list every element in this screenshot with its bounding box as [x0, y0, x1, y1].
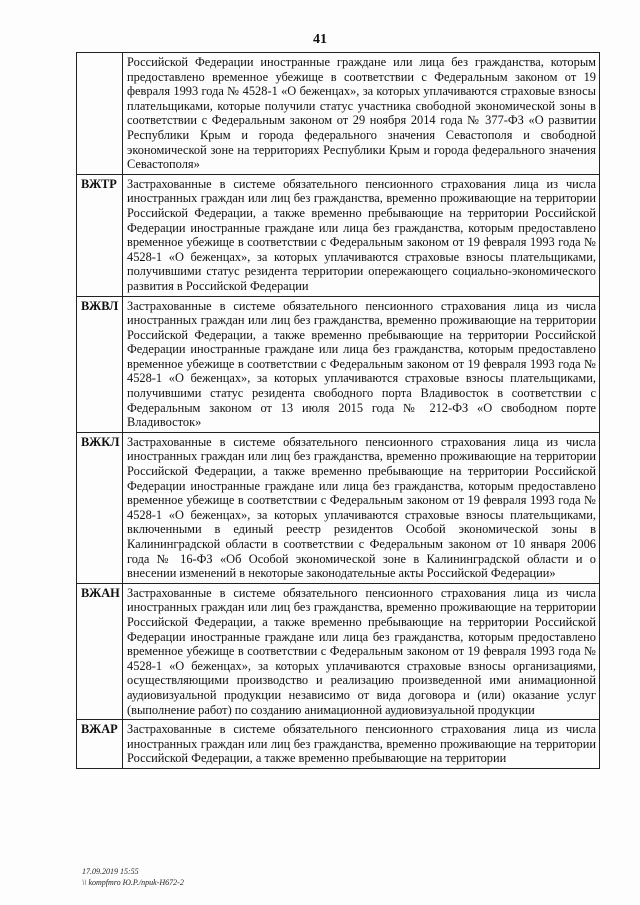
table-row — [77, 432, 600, 583]
row-code: ВЖАР — [77, 720, 123, 769]
row-code: ВЖКЛ — [77, 432, 123, 583]
table-row — [77, 174, 600, 296]
footer-timestamp: 17.09.2019 15:55 — [82, 867, 139, 876]
row-code: ВЖАН — [77, 583, 123, 719]
page-number: 41 — [313, 32, 327, 47]
codes-table — [76, 52, 600, 769]
row-description: Застрахованные в системе обязательного пенсионного страхования лица из числа иностранных граждан или лиц без гражданства, временно проживающие на территории Российской Федерации, а также временно пребывающие на территории Российской Федерации иностранные граждане или лица без гражданства, которым предоставлено временное убежище в соответствии с Федеральным законом от 19 февраля 1993 года № 4528-1 «О беженцах», за которых уплачиваются страховые взносы плательщиками, включенными в единый реестр резидентов Особой экономической зоны в Калининградской области в соответствии с Федеральным законом от 10 января 2006 года № 16-ФЗ «Об Особой экономической зоне в Калининградской области и о внесении изменений в некоторые законодательные акты Российской Федерации» — [123, 432, 600, 583]
row-description: Застрахованные в системе обязательного пенсионного страхования лица из числа иностранных граждан или лиц без гражданства, временно проживающие на территории Российской Федерации, а также временно пребывающие на территории — [123, 720, 600, 769]
row-description: Застрахованные в системе обязательного пенсионного страхования лица из числа иностранных граждан или лиц без гражданства, временно проживающие на территории Российской Федерации, а также временно пребывающие на территории Российской Федерации иностранные граждане или лица без гражданства, которым предоставлено временное убежище в соответствии с Федеральным законом от 19 февраля 1993 года № 4528-1 «О беженцах», за которых уплачиваются страховые взносы плательщиками, получившими статус резидента территории опережающего социально-экономического развития в Российской Федерации — [123, 174, 600, 296]
row-code: ВЖВЛ — [77, 296, 123, 432]
table-row — [77, 53, 600, 175]
row-code: ВЖТР — [77, 174, 123, 296]
row-code — [77, 53, 123, 175]
footer-file-path: \\ kompfmro Ю.Р./приk-Н672-2 — [82, 878, 184, 887]
table-row — [77, 296, 600, 432]
document-footer — [82, 866, 184, 888]
row-description: Застрахованные в системе обязательного пенсионного страхования лица из числа иностранных граждан или лиц без гражданства, временно проживающие на территории Российской Федерации, а также временно пребывающие на территории Российской Федерации иностранные граждане или лица без гражданства, которым предоставлено временное убежище в соответствии с Федеральным законом от 19 февраля 1993 года № 4528-1 «О беженцах», за которых уплачиваются страховые взносы организациями, осуществляющими производство и реализацию произведенной ими анимационной аудиовизуальной продукции независимо от вида договора и (или) оказание услуг (выполнение работ) по созданию анимационной аудиовизуальной продукции — [123, 583, 600, 719]
table-row — [77, 720, 600, 769]
table-row — [77, 583, 600, 719]
row-description: Застрахованные в системе обязательного пенсионного страхования лица из числа иностранных граждан или лиц без гражданства, временно проживающие на территории Российской Федерации, а также временно пребывающие на территории Российской Федерации иностранные граждане или лица без гражданства, которым предоставлено временное убежище в соответствии с Федеральным законом от 19 февраля 1993 года № 4528-1 «О беженцах», за которых уплачиваются страховые взносы плательщиками, получившими статус резидента свободного порта Владивосток в соответствии с Федеральным законом от 13 июля 2015 года № 212-ФЗ «О свободном порте Владивосток» — [123, 296, 600, 432]
row-description: Российской Федерации иностранные граждане или лица без гражданства, которым предоставлено временное убежище в соответствии с Федеральным законом от 19 февраля 1993 года № 4528-1 «О беженцах», за которых уплачиваются страховые взносы плательщиками, которые получили статус участника свободной экономической зоны в соответствии с Федеральным законом от 29 ноября 2014 года № 377-ФЗ «О развитии Республики Крым и города федерального значения Севастополя и свободной экономической зоне на территориях Республики Крым и города федерального значения Севастополя» — [123, 53, 600, 175]
